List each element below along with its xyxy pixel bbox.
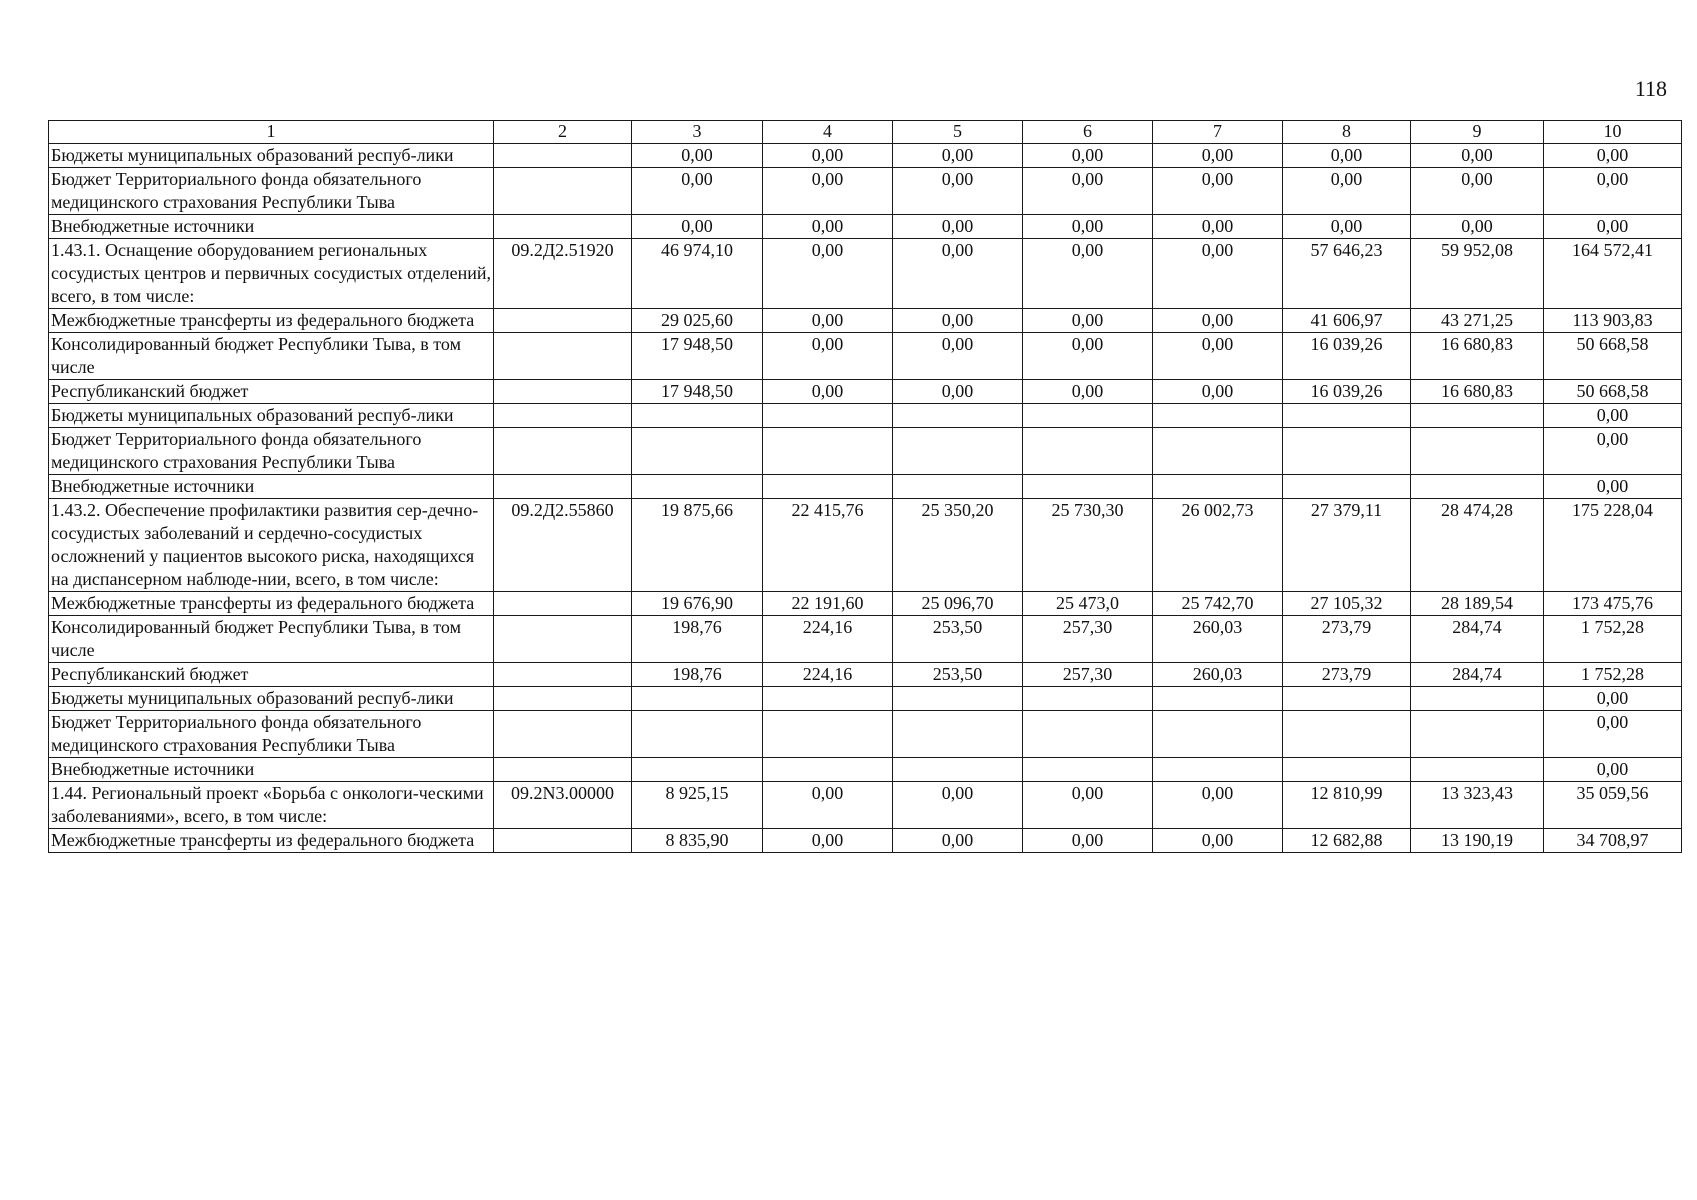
page-number: 118 [1634,76,1667,101]
table-row [49,711,1682,758]
amount-cell: 50 668,58 [1544,380,1682,404]
amount-cell: 8 835,90 [632,829,763,853]
row-label-cell: Республиканский бюджет [49,663,494,687]
amount-cell [1283,711,1411,758]
amount-cell [1023,711,1153,758]
budget-code-cell [494,144,632,168]
column-number-cell: 8 [1283,121,1411,144]
amount-cell: 273,79 [1283,663,1411,687]
amount-cell: 0,00 [893,168,1023,215]
row-label-cell: Консолидированный бюджет Республики Тыва, в том числе [49,616,494,663]
amount-cell: 164 572,41 [1544,239,1682,309]
budget-code-cell [494,687,632,711]
amount-cell: 224,16 [763,616,893,663]
amount-cell: 0,00 [632,215,763,239]
row-label-cell: Республиканский бюджет [49,380,494,404]
amount-cell: 0,00 [1544,215,1682,239]
amount-cell [1153,711,1283,758]
row-label-cell: 1.44. Региональный проект «Борьба с онкологи-ческими заболеваниями», всего, в том числе: [49,782,494,829]
amount-cell: 46 974,10 [632,239,763,309]
amount-cell: 0,00 [763,239,893,309]
amount-cell: 25 096,70 [893,592,1023,616]
amount-cell: 0,00 [1023,144,1153,168]
amount-cell [1153,428,1283,475]
amount-cell: 26 002,73 [1153,499,1283,592]
budget-code-cell [494,711,632,758]
row-label-cell: Бюджеты муниципальных образований респуб-лики [49,687,494,711]
table-row [49,475,1682,499]
budget-code-cell [494,475,632,499]
amount-cell: 0,00 [1023,215,1153,239]
amount-cell: 284,74 [1411,663,1544,687]
table-row [49,168,1682,215]
amount-cell: 28 189,54 [1411,592,1544,616]
amount-cell: 0,00 [893,144,1023,168]
amount-cell: 19 875,66 [632,499,763,592]
amount-cell: 0,00 [1153,144,1283,168]
amount-cell [893,404,1023,428]
budget-code-cell [494,333,632,380]
amount-cell: 224,16 [763,663,893,687]
row-label-cell: 1.43.1. Оснащение оборудованием региональных сосудистых центров и первичных сосудистых отделений, всего, в том числе: [49,239,494,309]
table-row [49,144,1682,168]
amount-cell: 0,00 [893,239,1023,309]
amount-cell: 12 810,99 [1283,782,1411,829]
amount-cell [1153,687,1283,711]
amount-cell: 0,00 [763,829,893,853]
table-row [49,380,1682,404]
amount-cell: 260,03 [1153,616,1283,663]
table-row [49,309,1682,333]
table-row [49,592,1682,616]
amount-cell: 43 271,25 [1411,309,1544,333]
table-row [49,782,1682,829]
amount-cell [632,475,763,499]
amount-cell: 198,76 [632,663,763,687]
budget-code-cell [494,309,632,333]
budget-code-cell: 09.2Д2.51920 [494,239,632,309]
amount-cell [763,687,893,711]
row-label-cell: Бюджеты муниципальных образований респуб-лики [49,404,494,428]
column-number-cell: 10 [1544,121,1682,144]
amount-cell: 57 646,23 [1283,239,1411,309]
amount-cell [1283,428,1411,475]
amount-cell: 0,00 [763,309,893,333]
amount-cell [632,404,763,428]
column-number-cell: 9 [1411,121,1544,144]
amount-cell: 59 952,08 [1411,239,1544,309]
amount-cell: 0,00 [1023,239,1153,309]
amount-cell: 0,00 [1153,782,1283,829]
amount-cell [763,711,893,758]
row-label-cell: Межбюджетные трансферты из федерального бюджета [49,309,494,333]
amount-cell [1283,687,1411,711]
amount-cell [632,711,763,758]
amount-cell [763,758,893,782]
amount-cell: 29 025,60 [632,309,763,333]
budget-table [48,120,1682,853]
amount-cell: 0,00 [1544,711,1682,758]
amount-cell: 0,00 [1544,404,1682,428]
amount-cell: 0,00 [763,168,893,215]
amount-cell [1023,428,1153,475]
amount-cell [1153,475,1283,499]
amount-cell: 0,00 [1544,144,1682,168]
amount-cell: 284,74 [1411,616,1544,663]
budget-code-cell: 09.2Д2.55860 [494,499,632,592]
row-label-cell: Межбюджетные трансферты из федерального бюджета [49,592,494,616]
amount-cell: 25 350,20 [893,499,1023,592]
table-row [49,239,1682,309]
amount-cell [1283,404,1411,428]
column-number-cell: 2 [494,121,632,144]
row-label-cell: 1.43.2. Обеспечение профилактики развития сер-дечно-сосудистых заболеваний и сердечно-сосудистых осложнений у пациентов высокого риска, находящихся на диспансерном наблюде-нии, всего, в том числе: [49,499,494,592]
amount-cell: 0,00 [763,782,893,829]
amount-cell: 0,00 [1153,829,1283,853]
amount-cell [1023,687,1153,711]
amount-cell [763,475,893,499]
amount-cell: 13 323,43 [1411,782,1544,829]
amount-cell: 0,00 [1153,215,1283,239]
amount-cell: 0,00 [1411,144,1544,168]
amount-cell: 253,50 [893,663,1023,687]
budget-code-cell [494,428,632,475]
budget-code-cell [494,380,632,404]
amount-cell: 27 379,11 [1283,499,1411,592]
amount-cell [1411,711,1544,758]
amount-cell: 0,00 [763,380,893,404]
amount-cell [893,687,1023,711]
row-label-cell: Консолидированный бюджет Республики Тыва, в том числе [49,333,494,380]
amount-cell [893,758,1023,782]
amount-cell: 273,79 [1283,616,1411,663]
amount-cell [1411,428,1544,475]
amount-cell: 16 039,26 [1283,333,1411,380]
amount-cell: 0,00 [1023,168,1153,215]
amount-cell: 175 228,04 [1544,499,1682,592]
budget-code-cell: 09.2N3.00000 [494,782,632,829]
amount-cell: 0,00 [1411,215,1544,239]
amount-cell: 0,00 [1023,829,1153,853]
amount-cell: 0,00 [1283,168,1411,215]
amount-cell: 19 676,90 [632,592,763,616]
column-number-cell: 4 [763,121,893,144]
budget-code-cell [494,758,632,782]
amount-cell: 173 475,76 [1544,592,1682,616]
table-row [49,215,1682,239]
amount-cell: 25 742,70 [1153,592,1283,616]
amount-cell: 0,00 [1153,168,1283,215]
amount-cell: 16 680,83 [1411,380,1544,404]
amount-cell [632,428,763,475]
budget-code-cell [494,215,632,239]
amount-cell [1023,404,1153,428]
budget-code-cell [494,829,632,853]
amount-cell: 41 606,97 [1283,309,1411,333]
amount-cell: 0,00 [893,215,1023,239]
amount-cell: 198,76 [632,616,763,663]
amount-cell: 0,00 [1544,168,1682,215]
amount-cell [632,687,763,711]
table-header-row [49,121,1682,144]
amount-cell [1153,404,1283,428]
amount-cell: 34 708,97 [1544,829,1682,853]
column-number-cell: 3 [632,121,763,144]
amount-cell: 25 730,30 [1023,499,1153,592]
amount-cell: 0,00 [763,144,893,168]
amount-cell: 8 925,15 [632,782,763,829]
amount-cell [893,711,1023,758]
table-row [49,428,1682,475]
column-number-cell: 6 [1023,121,1153,144]
amount-cell: 260,03 [1153,663,1283,687]
amount-cell [632,758,763,782]
amount-cell [893,428,1023,475]
budget-code-cell [494,592,632,616]
amount-cell [763,428,893,475]
amount-cell: 0,00 [763,333,893,380]
budget-code-cell [494,616,632,663]
row-label-cell: Бюджет Территориального фонда обязательного медицинского страхования Республики Тыва [49,711,494,758]
amount-cell: 12 682,88 [1283,829,1411,853]
amount-cell [763,404,893,428]
amount-cell: 13 190,19 [1411,829,1544,853]
amount-cell: 0,00 [632,144,763,168]
amount-cell: 0,00 [1544,758,1682,782]
row-label-cell: Внебюджетные источники [49,215,494,239]
amount-cell: 257,30 [1023,616,1153,663]
amount-cell: 0,00 [1153,333,1283,380]
amount-cell: 50 668,58 [1544,333,1682,380]
amount-cell: 16 680,83 [1411,333,1544,380]
amount-cell: 0,00 [1153,239,1283,309]
budget-code-cell [494,404,632,428]
amount-cell [1411,475,1544,499]
table-row [49,499,1682,592]
amount-cell: 0,00 [1283,215,1411,239]
row-label-cell: Внебюджетные источники [49,475,494,499]
row-label-cell: Внебюджетные источники [49,758,494,782]
row-label-cell: Бюджеты муниципальных образований респуб-лики [49,144,494,168]
amount-cell [1283,475,1411,499]
amount-cell: 1 752,28 [1544,663,1682,687]
table-row [49,616,1682,663]
column-number-cell: 7 [1153,121,1283,144]
amount-cell: 113 903,83 [1544,309,1682,333]
budget-code-cell [494,168,632,215]
amount-cell [1023,758,1153,782]
amount-cell: 0,00 [893,380,1023,404]
amount-cell: 28 474,28 [1411,499,1544,592]
table-row [49,758,1682,782]
amount-cell: 0,00 [1023,782,1153,829]
amount-cell [1023,475,1153,499]
budget-code-cell [494,663,632,687]
row-label-cell: Бюджет Территориального фонда обязательного медицинского страхования Республики Тыва [49,168,494,215]
amount-cell: 0,00 [893,829,1023,853]
table-row [49,687,1682,711]
amount-cell: 17 948,50 [632,333,763,380]
amount-cell [1153,758,1283,782]
amount-cell: 0,00 [893,309,1023,333]
amount-cell: 0,00 [763,215,893,239]
amount-cell: 0,00 [1544,428,1682,475]
amount-cell [1411,404,1544,428]
amount-cell: 35 059,56 [1544,782,1682,829]
row-label-cell: Бюджет Территориального фонда обязательного медицинского страхования Республики Тыва [49,428,494,475]
amount-cell: 25 473,0 [1023,592,1153,616]
table-row [49,404,1682,428]
amount-cell: 0,00 [893,333,1023,380]
amount-cell: 0,00 [1153,309,1283,333]
amount-cell [893,475,1023,499]
amount-cell: 0,00 [1023,380,1153,404]
table-row [49,333,1682,380]
amount-cell: 0,00 [1283,144,1411,168]
table-row [49,829,1682,853]
amount-cell: 0,00 [1544,687,1682,711]
amount-cell: 22 415,76 [763,499,893,592]
amount-cell: 17 948,50 [632,380,763,404]
amount-cell: 253,50 [893,616,1023,663]
amount-cell [1411,687,1544,711]
column-number-cell: 1 [49,121,494,144]
amount-cell: 0,00 [1411,168,1544,215]
table-row [49,663,1682,687]
amount-cell: 27 105,32 [1283,592,1411,616]
amount-cell: 0,00 [1544,475,1682,499]
amount-cell: 1 752,28 [1544,616,1682,663]
amount-cell: 0,00 [632,168,763,215]
amount-cell: 0,00 [1153,380,1283,404]
column-number-cell: 5 [893,121,1023,144]
amount-cell: 0,00 [1023,309,1153,333]
amount-cell: 0,00 [893,782,1023,829]
amount-cell [1411,758,1544,782]
amount-cell: 0,00 [1023,333,1153,380]
amount-cell: 22 191,60 [763,592,893,616]
amount-cell: 257,30 [1023,663,1153,687]
amount-cell: 16 039,26 [1283,380,1411,404]
row-label-cell: Межбюджетные трансферты из федерального бюджета [49,829,494,853]
amount-cell [1283,758,1411,782]
